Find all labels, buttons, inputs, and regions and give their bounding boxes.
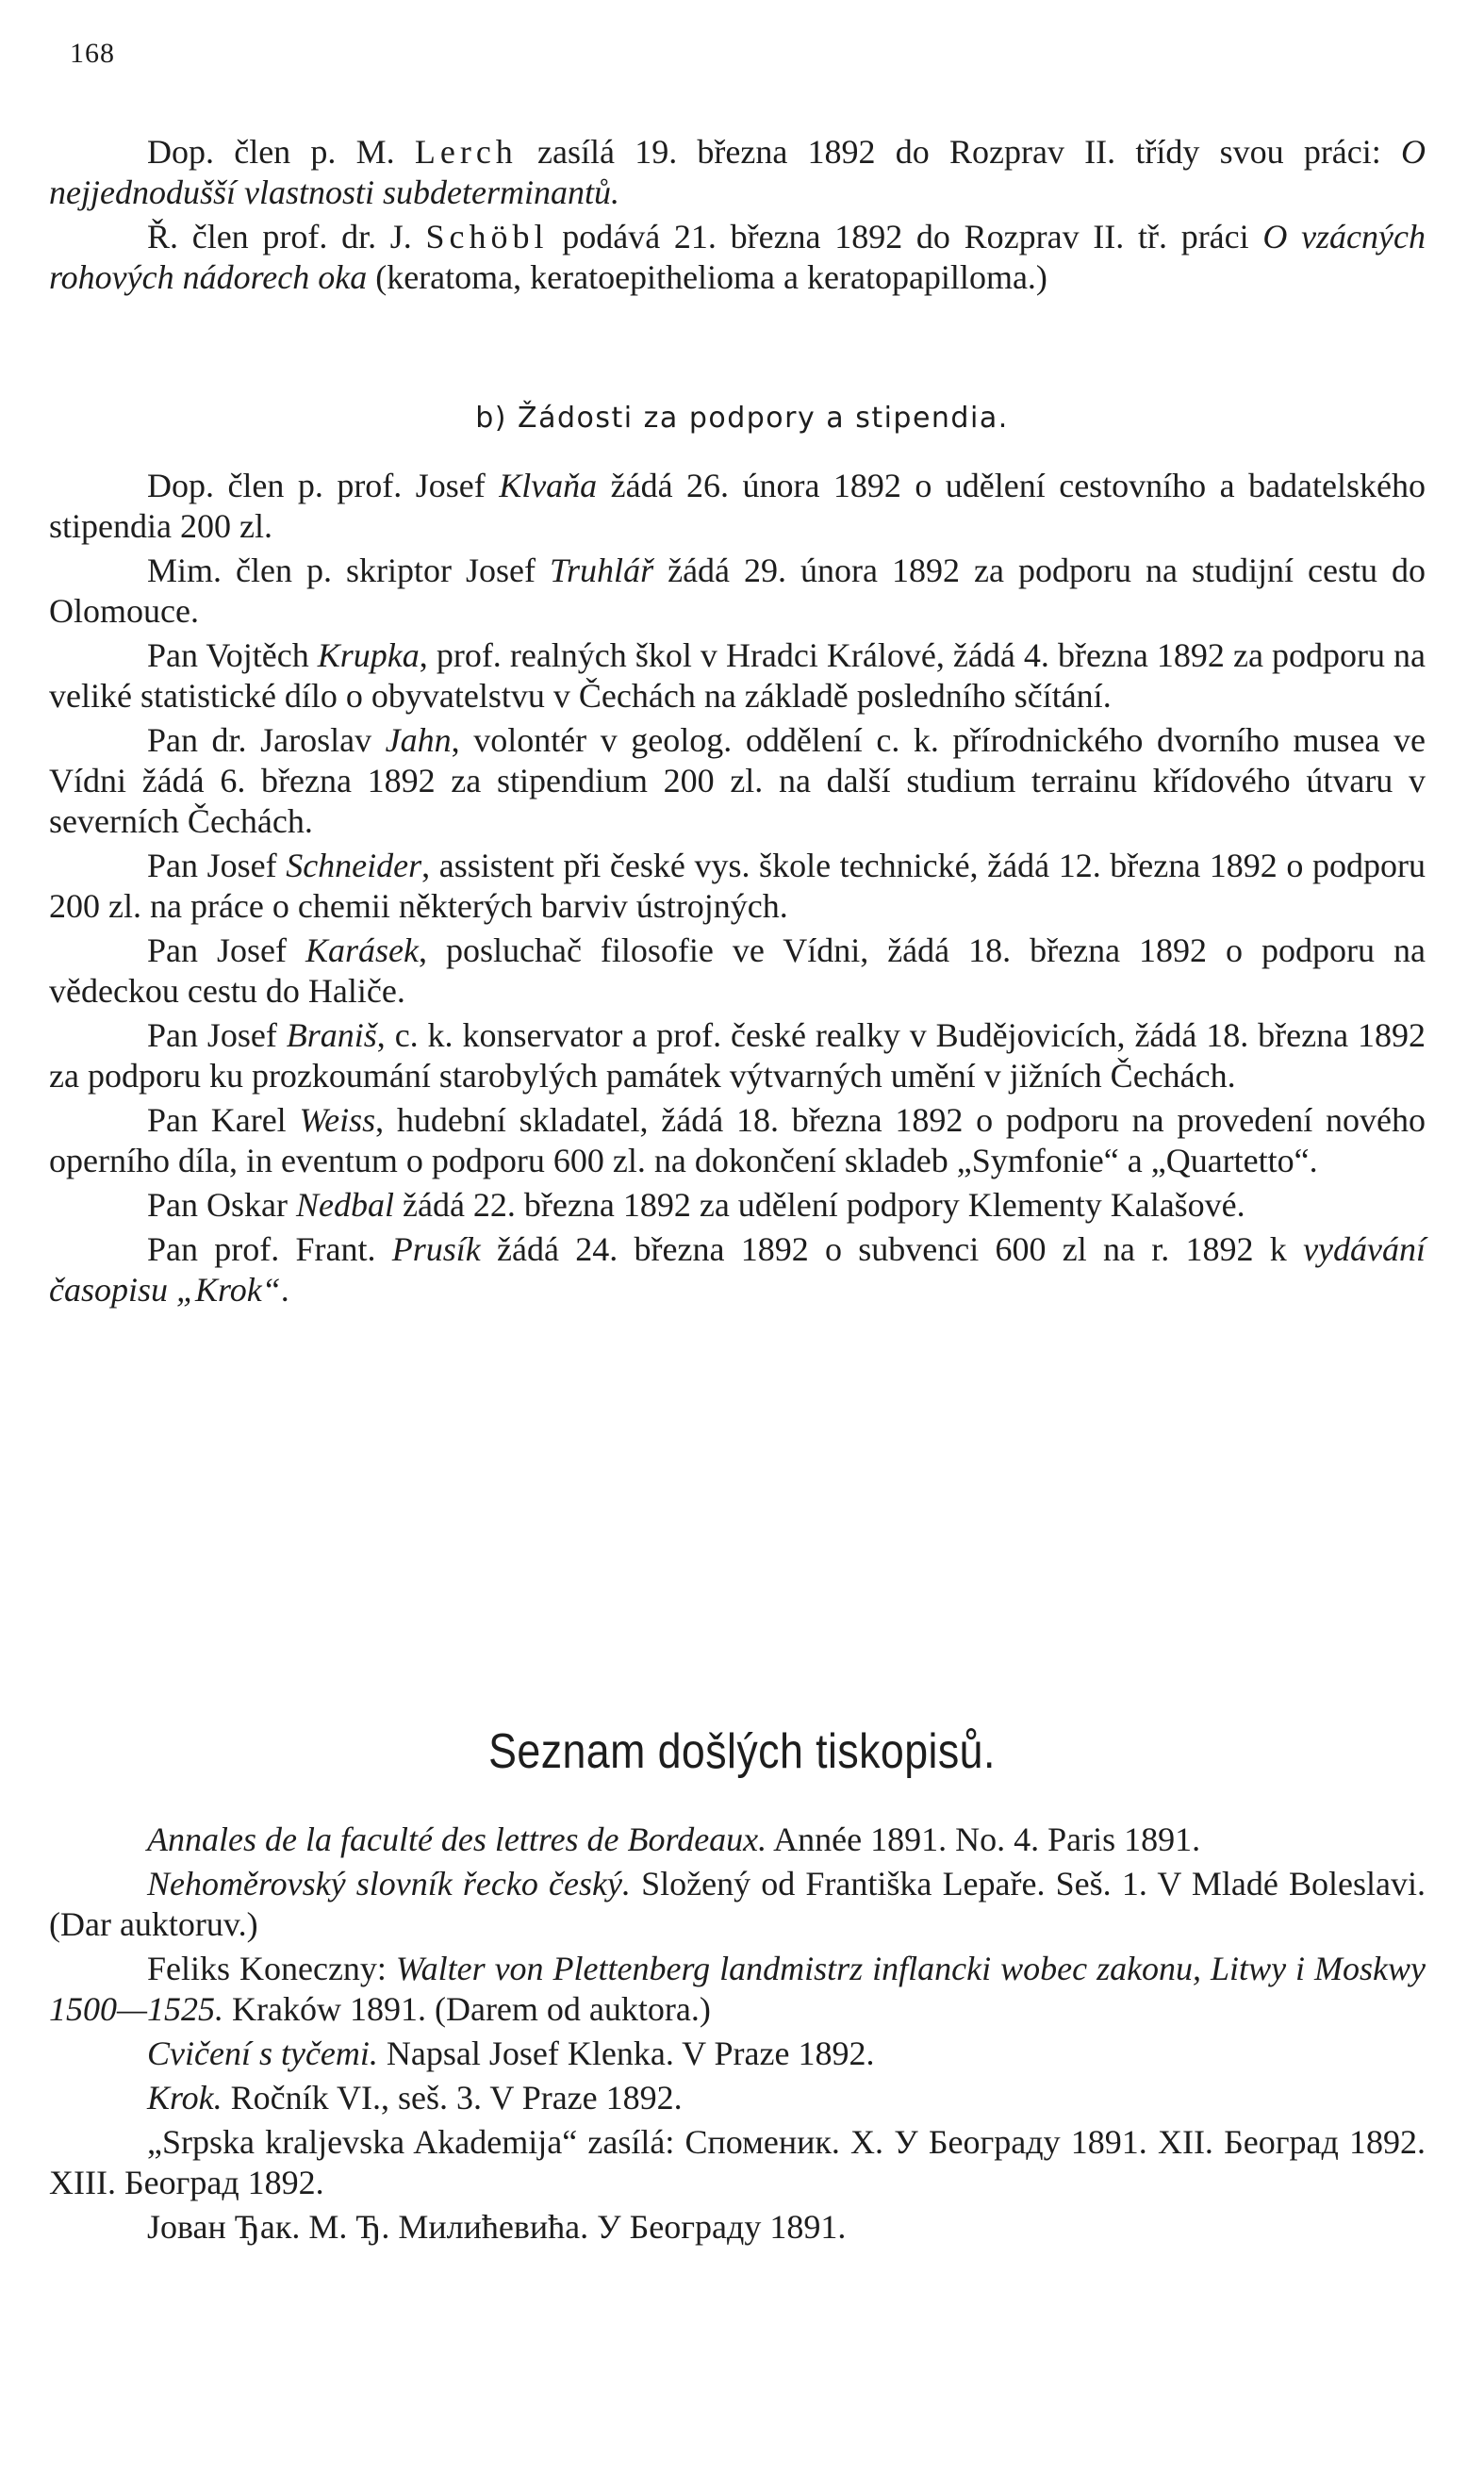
text-run: . — [280, 1271, 289, 1309]
text-run: Dop. člen p. prof. Josef — [147, 467, 500, 504]
italic-text: Nedbal — [295, 1186, 394, 1224]
received-publications-heading: Seznam došlých tiskopisů. — [488, 1724, 996, 1779]
italic-text: O vzácných rohových nádorech oka — [49, 218, 1426, 296]
text-run: Pan Josef — [147, 931, 305, 969]
text-run: Année 1891. No. 4. Paris 1891. — [767, 1820, 1201, 1858]
publication-entry — [49, 2078, 1426, 2118]
text-run: , assistent při české vys. škole technické, žádá 12. března 1892 o podporu 200 zl. na práce o chemii některých barviv ústrojných. — [49, 847, 1426, 925]
text-run: Pan Karel — [147, 1101, 300, 1139]
request-paragraph — [49, 846, 1426, 927]
request-paragraph — [49, 635, 1426, 717]
spaced-name: Schöbl — [425, 218, 549, 255]
italic-text: Prusík — [391, 1230, 481, 1268]
text-run: Složený od Františka Lepaře. Seš. 1. V Mladé Boleslavi. (Dar auktoruv.) — [49, 1865, 1426, 1943]
italic-text: Annales de la faculté des lettres de Bordeaux. — [147, 1820, 767, 1858]
text-run: (keratoma, keratoepithelioma a keratopapilloma.) — [367, 258, 1047, 296]
text-run: žádá 26. února 1892 o udělení cestovního a badatelského stipendia 200 zl. — [49, 467, 1426, 545]
text-run: Dop. člen p. M. — [147, 133, 415, 171]
text-run: Pan Vojtěch — [147, 636, 318, 674]
text-run: Pan Josef — [147, 1016, 287, 1054]
section-b-text — [49, 466, 1426, 1314]
section-b-heading: b) Žádosti za podpory a stipendia. — [475, 402, 1009, 435]
text-run: Pan Josef — [147, 847, 287, 884]
italic-text: Jahn — [385, 721, 452, 759]
text-run: Ročník VI., seš. 3. V Praze 1892. — [222, 2079, 683, 2117]
publication-entry — [49, 2207, 1426, 2248]
spaced-name: Lerch — [414, 133, 518, 171]
report-paragraph — [49, 132, 1426, 213]
italic-text: Karásek — [305, 931, 419, 969]
text-run: , c. k. konservator a prof. české realky v Budějovicích, žádá 18. března 1892 za podporu ku prozkoumání starobylých památek výtvarných umění v jižních Čechách. — [49, 1016, 1426, 1095]
italic-text: Schneider — [286, 847, 422, 884]
request-paragraph — [49, 1100, 1426, 1181]
publication-entry — [49, 1949, 1426, 2030]
text-run: žádá 24. března 1892 o subvenci 600 zl na r. 1892 k — [480, 1230, 1304, 1268]
text-run: Ř. člen prof. dr. J. — [147, 218, 426, 255]
italic-text: Nehoměrovský slovník řecko český. — [147, 1865, 631, 1903]
section-a-text — [49, 132, 1426, 302]
text-run: Napsal Josef Klenka. V Praze 1892. — [377, 2034, 875, 2072]
italic-text: Weiss — [299, 1101, 376, 1139]
text-run: „Srpska kraljevska Akademija“ zasílá: Споменик. X. У Београду 1891. XII. Београд 1892. XIII. Београд 1892. — [49, 2123, 1426, 2201]
italic-text: Krok. — [147, 2079, 223, 2117]
text-run: Kraków 1891. (Darem od auktora.) — [223, 1990, 711, 2028]
report-paragraph — [49, 217, 1426, 298]
italic-text: Klvaňa — [499, 467, 598, 504]
italic-text: vydávání časopisu „Krok“ — [49, 1230, 1426, 1309]
request-paragraph — [49, 1229, 1426, 1310]
request-paragraph — [49, 1015, 1426, 1096]
text-run: Pan Oskar — [147, 1186, 296, 1224]
publication-entry — [49, 2034, 1426, 2074]
page-number: 168 — [70, 38, 115, 69]
request-paragraph — [49, 1185, 1426, 1226]
text-run: Feliks Koneczny: — [147, 1950, 396, 1987]
text-run: žádá 22. března 1892 za udělení podpory Klementy Kalašové. — [393, 1186, 1245, 1224]
text-run: Mim. člen p. skriptor Josef — [147, 552, 551, 589]
text-run: , prof. realných škol v Hradci Králové, žádá 4. března 1892 za podporu na veliké statistické dílo o obyvatelstvu v Čechách na základě posledního sčítání. — [49, 636, 1426, 715]
text-run: Pan prof. Frant. — [147, 1230, 392, 1268]
publication-entry — [49, 1864, 1426, 1945]
request-paragraph — [49, 551, 1426, 632]
text-run: , posluchač filosofie ve Vídni, žádá 18. března 1892 o podporu na vědeckou cestu do Haliče. — [49, 931, 1426, 1010]
received-publications-list — [49, 1820, 1426, 2251]
publication-entry — [49, 1820, 1426, 1860]
italic-text: Braniš — [286, 1016, 377, 1054]
text-run: žádá 29. února 1892 za podporu na studijní cestu do Olomouce. — [49, 552, 1426, 630]
text-run: Pan dr. Jaroslav — [147, 721, 386, 759]
request-paragraph — [49, 931, 1426, 1012]
text-run: , volontér v geolog. oddělení c. k. přírodnického dvorního musea ve Vídni žádá 6. března 1892 za stipendium 200 zl. na další studium terrainu křídového útvaru v severních Čechách. — [49, 721, 1426, 840]
request-paragraph — [49, 466, 1426, 547]
italic-text: Walter von Plettenberg landmistrz inflancki wobec zakonu, Litwy i Moskwy 1500—1525. — [49, 1950, 1426, 2028]
publication-entry — [49, 2122, 1426, 2203]
italic-text: Cvičení s tyčemi. — [147, 2034, 378, 2072]
italic-text: Truhlář — [550, 552, 654, 589]
italic-text: O nejjednodušší vlastnosti subdeterminantů. — [49, 133, 1426, 211]
text-run: , hudební skladatel, žádá 18. března 1892 o podporu na provedení nového operního díla, in eventum o podporu 600 zl. na dokončení skladeb „Symfonie“ a „Quartetto“. — [49, 1101, 1426, 1179]
text-run: Јован Ђак. М. Ђ. Милићевића. У Београду 1891. — [147, 2208, 847, 2246]
italic-text: Krupka — [317, 636, 420, 674]
request-paragraph — [49, 720, 1426, 842]
text-run: podává 21. března 1892 do Rozprav II. tř. práci — [548, 218, 1263, 255]
text-run: zasílá 19. března 1892 do Rozprav II. třídy svou práci: — [517, 133, 1401, 171]
